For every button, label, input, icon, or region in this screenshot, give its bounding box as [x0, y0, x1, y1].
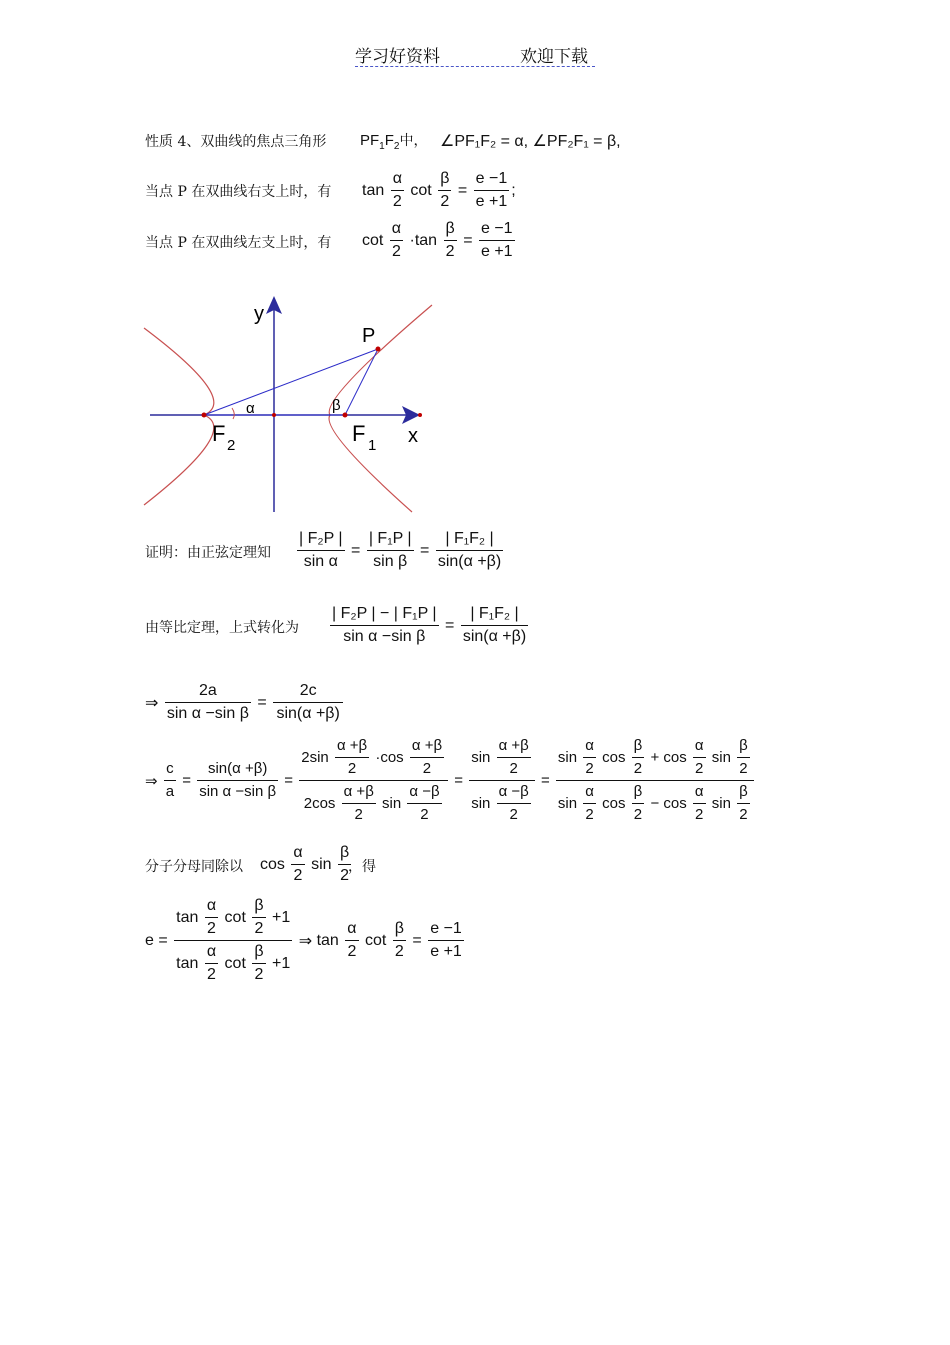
proof-intro: 证明：由正弦定理知 — [145, 545, 271, 561]
right-branch-text: 当点 P 在双曲线右支上时，有 — [145, 184, 332, 200]
triangle-label: $PF_1F_2$中， — [360, 132, 428, 152]
left-branch-text: 当点 P 在双曲线左支上时，有 — [145, 235, 332, 251]
p-label: P — [362, 325, 376, 347]
final-result: e = tan $\frac{\alpha}{2}$ cot $\frac{\beta}{2}$ +1 tan $\frac{\alpha}{2}$ cot $\frac{\beta}{2}$ +1 ⇒ tan $\frac{\alpha}{2}$ cot $\frac{\beta}{2}$ = $\frac{e -1}{e +1}$ — [145, 897, 462, 983]
header-left: 学习好资料 — [355, 47, 440, 67]
f1-subscript: 1 — [368, 437, 377, 454]
f1-label: F — [352, 421, 366, 446]
left-branch-formula: cot $\frac{\alpha}{2}$ ·tan $\frac{\beta}{2}$ = $\frac{e -1}{e +1}$ — [362, 220, 513, 260]
get-text: ，得 — [348, 859, 376, 875]
y-label: y — [254, 303, 264, 325]
page-header — [355, 40, 595, 67]
ratio-intro: 由等比定理，上式转化为 — [145, 620, 299, 636]
segment-f1-p — [345, 349, 378, 415]
implication-2: ⇒ $\frac{c}{a}$ = $\frac{\sin(\alpha +\beta)}{\text{sin α −sin β}}$ = 2sin $\frac{\alpha +\beta}{2}$ ·cos $\frac{\alpha +\beta}{2}$ 2cos $\frac{\alpha +\beta}{2}$ sin $\frac{\alpha -\beta}{2}$ = sin $\frac{\alpha +\beta}{2}$ sin $\frac{\alpha -\beta}{2}$ = sin $\frac{\alpha}{2}$ cos $\frac{\beta}{2}$ + cos $\frac{\alpha}{2}$ sin $\frac{\beta}{2}$ sin $\frac{\alpha}{2}$ cos $\frac{\beta}{2}$ − cos $\frac{\alpha}{2}$ sin $\frac{\beta}{2}$ — [145, 735, 756, 826]
origin-point — [272, 413, 276, 417]
hyperbola-figure — [140, 290, 440, 515]
alpha-label: α — [246, 400, 255, 417]
angle-definition: ∠PF₁F₂ = α, ∠PF₂F₁ = β, — [440, 133, 621, 150]
divide-expression: cos $\frac{\alpha}{2}$ sin $\frac{\beta}{2}$ — [260, 844, 350, 884]
right-branch-formula: tan $\frac{\alpha}{2}$ cot $\frac{\beta}{2}$ = $\frac{e -1}{e +1}$ ; — [362, 170, 516, 210]
ratio-eq: $\frac{\text{| F₂P | − | F₁P |}}{\text{sin α −sin β}}$ = $\frac{\text{| F₁F₂ |}}{\sin(\alpha +\beta)}$ — [332, 605, 527, 645]
beta-label: β — [332, 397, 341, 414]
header-right: 欢迎下载 — [520, 47, 588, 67]
implication-1: ⇒ $\frac{2a}{\text{sin α −sin β}}$ = $\frac{2c}{\sin(\alpha +\beta)}$ — [145, 680, 345, 725]
divide-text: 分子分母同除以 — [145, 859, 243, 875]
x-label: x — [408, 425, 418, 447]
f2-label: F — [212, 421, 226, 446]
point-p — [376, 347, 381, 352]
x-end-point — [418, 413, 422, 417]
property-title: 性质 4、双曲线的焦点三角形 — [145, 134, 327, 150]
point-f2 — [202, 413, 207, 418]
law-of-sines-eq: $\frac{\text{| F₂P |}}{\text{sin α}}$ = $\frac{\text{| F₁P |}}{\text{sin β}}$ = $\frac{\text{| F₁F₂ |}}{\sin(\alpha +\beta)}$ — [299, 530, 502, 570]
right-branch-curve — [329, 305, 432, 512]
segment-f2-p — [204, 349, 378, 415]
point-f1 — [343, 413, 348, 418]
f2-subscript: 2 — [227, 437, 236, 454]
alpha-arc — [232, 408, 234, 419]
